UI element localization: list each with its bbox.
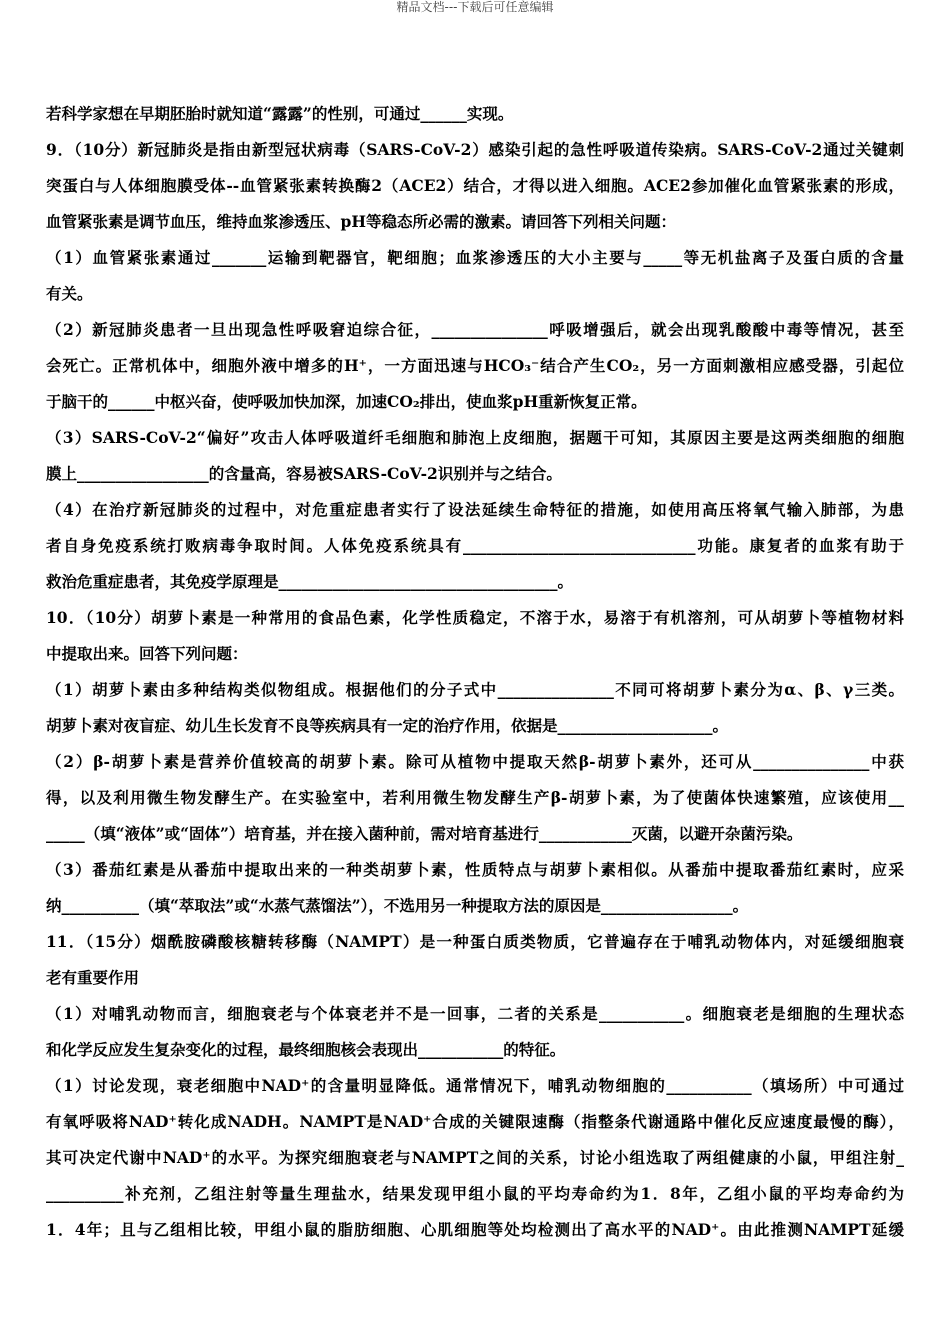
text-line: （1）对哺乳动物而言，细胞衰老与个体衰老并不是一回事，二者的关系是___________。细胞衰老是细胞的生理状态 [46, 1004, 904, 1023]
text-line: 胡萝卜素对夜盲症、幼儿生长发育不良等疾病具有一定的治疗作用，依据是____________________。 [46, 716, 729, 735]
text-line: 纳__________（填“萃取法”或“水蒸气蒸馏法”），不选用另一种提取方法的原因是_________________。 [46, 896, 749, 915]
text-line: 和化学反应发生复杂变化的过程，最终细胞核会表现出___________的特征。 [46, 1040, 566, 1059]
text-line: （4）在治疗新冠肺炎的过程中，对危重症患者实行了设法延续生命特征的措施，如使用高压将氧气输入肺部，为患 [46, 500, 904, 519]
text-line: 11．（15分）烟酰胺磷酸核糖转移酶（NAMPT）是一种蛋白质类物质，它普遍存在于哺乳动物体内，对延缓细胞衰 [46, 932, 904, 951]
text-line: 有关。 [46, 284, 93, 303]
text-line: 会死亡。正常机体中，细胞外液中增多的H⁺，一方面迅速与HCO₃⁻结合产生CO₂，另一方面刺激相应感受器，引起位 [46, 356, 904, 375]
text-line: 10．（10分）胡萝卜素是一种常用的食品色素，化学性质稳定，不溶于水，易溶于有机溶剂，可从胡萝卜等植物材料 [46, 608, 904, 627]
text-line: 有氧呼吸将NAD⁺转化成NADH。NAMPT是NAD⁺合成的关键限速酶（指整条代谢通路中催化反应速度最慢的酶）， [46, 1112, 904, 1131]
text-line: 膜上_________________的含量高，容易被SARS-CoV-2识别并与之结合。 [46, 464, 562, 483]
text-line: （2）新冠肺炎患者一旦出现急性呼吸窘迫综合征，_______________呼吸增强后，就会出现乳酸酸中毒等情况，甚至 [46, 320, 904, 339]
text-line: _____（填“液体”或“固体”）培育基，并在接入菌种前，需对培育基进行____________灭菌，以避开杂菌污染。 [46, 824, 803, 843]
text-line: 若科学家想在早期胚胎时就知道“露露”的性别，可通过______实现。 [46, 104, 514, 123]
text-line: （1）血管紧张素通过_______运输到靶器官，靶细胞；血浆渗透压的大小主要与_____等无机盐离子及蛋白质的含量 [46, 248, 904, 267]
text-line: 老有重要作用 [46, 968, 140, 987]
text-line: （3）番茄红素是从番茄中提取出来的一种类胡萝卜素，性质特点与胡萝卜素相似。从番茄中提取番茄红素时，应采 [46, 860, 904, 879]
text-line: （1）讨论发现，衰老细胞中NAD⁺的含量明显降低。通常情况下，哺乳动物细胞的___________（填场所）中可通过 [46, 1076, 904, 1095]
text-line: 9．（10分）新冠肺炎是指由新型冠状病毒（SARS-CoV-2）感染引起的急性呼吸道传染病。SARS-CoV-2通过关键刺 [46, 140, 904, 159]
document-body [46, 96, 904, 1248]
text-line: 于脑干的______中枢兴奋，使呼吸加快加深，加速CO₂排出，使血浆pH重新恢复正常。 [46, 392, 647, 411]
text-line: 中提取出来。回答下列问题： [46, 644, 248, 663]
text-line: （3）SARS-CoV-2“偏好”攻击人体呼吸道纤毛细胞和肺泡上皮细胞，据题干可知，其原因主要是这两类细胞的细胞 [46, 428, 904, 447]
text-line: （1）胡萝卜素由多种结构类似物组成。根据他们的分子式中_______________不同可将胡萝卜素分为α、β、γ三类。 [46, 680, 904, 699]
text-line: 得，以及利用微生物发酵生产。在实验室中，若利用微生物发酵生产β-胡萝卜素，为了使菌体快速繁殖，应该使用__ [46, 788, 904, 807]
text-line: 血管紧张素是调节血压，维持血浆渗透压、pH等稳态所必需的激素。请回答下列相关问题： [46, 212, 676, 231]
text-line: 其可决定代谢中NAD⁺的水平。为探究细胞衰老与NAMPT之间的关系，讨论小组选取了两组健康的小鼠，甲组注射_ [46, 1148, 904, 1167]
text-line: 救治危重症患者，其免疫学原理是____________________________________。 [46, 572, 574, 591]
page-header: 精品文档---下载后可任意编辑 [396, 0, 554, 14]
text-line: （2）β-胡萝卜素是营养价值较高的胡萝卜素。除可从植物中提取天然β-胡萝卜素外，还可从_______________中获 [46, 752, 904, 771]
text-line: 突蛋白与人体细胞膜受体--血管紧张素转换酶2（ACE2）结合，才得以进入细胞。ACE2参加催化血管紧张素的形成， [46, 176, 904, 195]
text-line: 1．4年；且与乙组相比较，甲组小鼠的脂肪细胞、心肌细胞等处均检测出了高水平的NAD⁺。由此推测NAMPT延缓 [46, 1220, 904, 1239]
text-line: __________补充剂，乙组注射等量生理盐水，结果发现甲组小鼠的平均寿命约为1．8年，乙组小鼠的平均寿命约为 [46, 1184, 904, 1203]
text-line: 者自身免疫系统打败病毒争取时间。人体免疫系统具有______________________________功能。康复者的血浆有助于 [46, 536, 904, 555]
